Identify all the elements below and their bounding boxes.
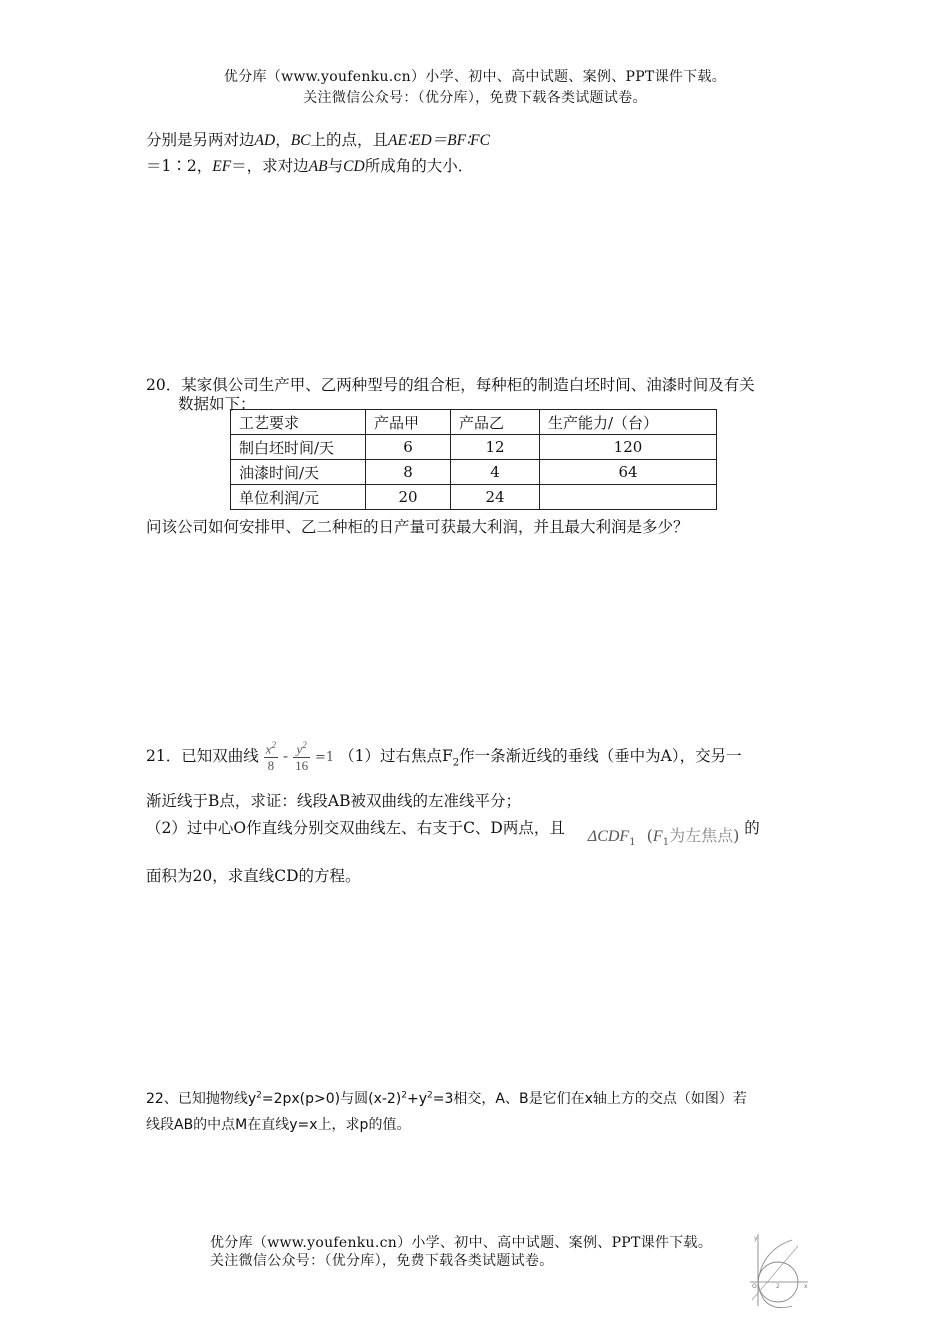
triangle-cdf1-formula: $\Delta CDF_1$ ($F_1$为左焦点) [587, 826, 740, 849]
table-row [231, 485, 717, 510]
table-cell: 油漆时间/天 [231, 460, 366, 485]
q22-line-2: 线段AB的中点M在直线y=x上，求p的值。 [146, 1117, 411, 1133]
table-cell [540, 485, 717, 510]
table-header-cell: 产品甲 [366, 410, 451, 435]
parabola-circle-figure [748, 1230, 810, 1308]
table-header-cell: 工艺要求 [231, 410, 366, 435]
parabola-upper [758, 1240, 792, 1282]
q20-intro-2: 数据如下： [178, 395, 256, 413]
table-cell: 24 [451, 485, 540, 510]
q21-line-4: 面积为20，求直线CD的方程。 [146, 867, 361, 885]
table-cell: 4 [451, 460, 540, 485]
table-header-cell: 产品乙 [451, 410, 540, 435]
table-header-cell: 生产能力/（台） [540, 410, 717, 435]
header-line-1: 优分库（www.youfenku.cn）小学、初中、高中试题、案例、PPT课件下载。 [223, 69, 727, 85]
fraction-x2-over-8: $\frac{x^2}{8}$ [265, 740, 276, 774]
q20-question: 问该公司如何安排甲、乙二种柜的日产量可获最大利润，并且最大利润是多少？ [146, 518, 689, 536]
q21-line-3: （2）过中心O作直线分别交双曲线左、右支于C、D两点，且 $\Delta CDF_1$ ($F_1$为左焦点) 的 [146, 819, 760, 849]
q22-line-1: 22、已知抛物线$y^2=2px(p>0)$与圆$(x-2)^2+y^2=3$相交，A、B是它们在x轴上方的交点（如图）若 [146, 1090, 747, 1107]
tick-label: 2 [776, 1283, 780, 1290]
table-cell: 制白坯时间/天 [231, 435, 366, 460]
origin-label: O [752, 1283, 757, 1290]
table-row [231, 435, 717, 460]
q19-line-1: 分别是另两对边AD，BC上的点，且AE∶ED＝BF∶FC [146, 131, 490, 149]
table-header-row [231, 410, 717, 435]
q20-intro-1: 20．某家俱公司生产甲、乙两种型号的组合柜，每种柜的制造白坯时间、油漆时间及有关 [146, 376, 755, 394]
table-cell: 8 [366, 460, 451, 485]
footer-line-1: 优分库（www.youfenku.cn）小学、初中、高中试题、案例、PPT课件下载。 [210, 1235, 713, 1251]
table-cell: 6 [366, 435, 451, 460]
table-cell: 20 [366, 485, 451, 510]
header-line-2: 关注微信公众号：（优分库），免费下载各类试题试卷。 [303, 90, 647, 106]
production-table [230, 409, 717, 510]
footer-line-2: 关注微信公众号：（优分库），免费下载各类试题试卷。 [210, 1253, 554, 1269]
table-row [231, 460, 717, 485]
q21-line-1: 21．已知双曲线 $\frac{x^2}{8}$ - $\frac{y^2}{16}$ =1 （1）过右焦点$F_2$作一条渐近线的垂线（垂中为A），交另一 [146, 740, 742, 774]
fraction-y2-over-16: $\frac{y^2}{16}$ [295, 740, 309, 774]
y-axis-label: y [754, 1235, 758, 1242]
q21-line-2: 渐近线于B点，求证：线段AB被双曲线的左准线平分； [146, 792, 521, 810]
table-cell: 64 [540, 460, 717, 485]
table-cell: 120 [540, 435, 717, 460]
table-cell: 单位利润/元 [231, 485, 366, 510]
line-y-equals-x [752, 1246, 798, 1300]
table-cell: 12 [451, 435, 540, 460]
x-axis-label: x [804, 1283, 808, 1290]
q19-line-2: ＝1∶2，EF＝，求对边AB与CD所成角的大小． [146, 157, 474, 175]
